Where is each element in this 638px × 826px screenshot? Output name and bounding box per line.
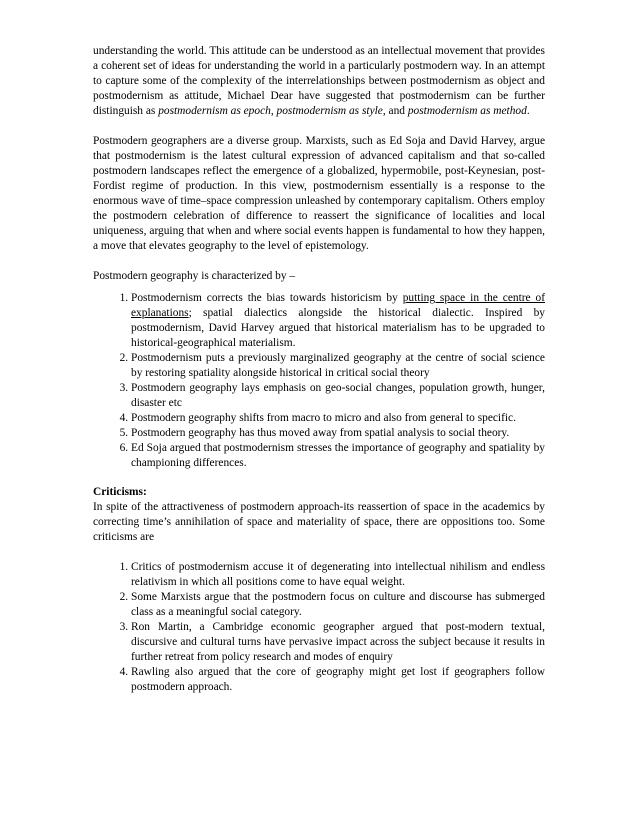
document-page (93, 44, 545, 695)
list-item: 4. Postmodern geography shifts from macro to micro and also from general to specific. (131, 411, 545, 426)
list-item (131, 291, 545, 351)
criticisms-intro: In spite of the attractiveness of postmodern approach-its reassertion of space in the academics by correcting time’s annihilation of space and materiality of space, there are oppositions too. Some criticisms are (93, 501, 545, 543)
italic-term-method: postmodernism as method (407, 105, 527, 117)
paragraph-postmodern-geographers: Postmodern geographers are a diverse group. Marxists, such as Ed Soja and David Harvey, argue that postmodernism is the latest cultural expression of advanced capitalism and that so-called postmodern landscapes reflect the emergence of a globalized, hypermobile, post-Keynesian, post-Fordist regime of production. In this view, postmodernism essentially is a response to the enormous wave of time–space compression unleashed by contemporary capitalism. Others employ the postmodern celebration of difference to reassert the significance of localities and local uniqueness, arguing that when and where social events happen is fundamental to how they happen, a move that elevates geography to the level of epistemology. (93, 135, 545, 252)
separator: , and (382, 105, 408, 117)
list-item: 1. Critics of postmodernism accuse it of degenerating into intellectual nihilism and endless relativism in which all positions come to have equal weight. (131, 560, 545, 590)
list-item: 3. Postmodern geography lays emphasis on geo-social changes, population growth, hunger, disaster etc (131, 381, 545, 411)
characteristics-list (93, 291, 545, 471)
list-item: 6. Ed Soja argued that postmodernism stresses the importance of geography and spatiality by championing differences. (131, 441, 545, 471)
list-item: 4. Rawling also argued that the core of geography might get lost if geographers follow postmodern approach. (131, 665, 545, 695)
italic-term-style: postmodernism as style (276, 105, 383, 117)
criticisms-heading: Criticisms: (93, 486, 147, 498)
period: . (526, 105, 530, 117)
item-text: Postmodernism corrects the bias towards historicism by (131, 292, 403, 304)
item-text: ; spatial dialectics alongside the historical dialectic. Inspired by postmodernism, David Harvey argued that historical materialism has to be upgraded to historical-geographical materialism. (131, 307, 545, 349)
criticisms-list (93, 560, 545, 695)
paragraph-postmodern-attitude (93, 44, 545, 119)
list-item: 2. Some Marxists argue that the postmodern focus on culture and discourse has submerged class as a meaningful social category. (131, 590, 545, 620)
paragraph-text: understanding the world. This attitude can be understood as an intellectual movement that provides a coherent set of ideas for understanding the world in a particularly postmodern way. In an attempt to capture some of the complexity of the interrelationships between postmodernism as object and postmodernism as attitude, Michael Dear have suggested that postmodernism can be further distinguish as (93, 45, 545, 117)
italic-term-epoch: postmodernism as epoch (158, 105, 271, 117)
list-item: 5. Postmodern geography has thus moved away from spatial analysis to social theory. (131, 426, 545, 441)
list-item: 3. Ron Martin, a Cambridge economic geographer argued that post-modern textual, discursive and cultural turns have pervasive impact across the subject because it results in further retreat from policy research and modes of enquiry (131, 620, 545, 665)
underlined-phrase: putting space in the centre of explanations (131, 292, 545, 319)
paragraph-characterized-by: Postmodern geography is characterized by – (93, 270, 296, 282)
list-item: 2. Postmodernism puts a previously marginalized geography at the centre of social science by restoring spatiality alongside historical in critical social theory (131, 351, 545, 381)
separator: , (270, 105, 277, 117)
